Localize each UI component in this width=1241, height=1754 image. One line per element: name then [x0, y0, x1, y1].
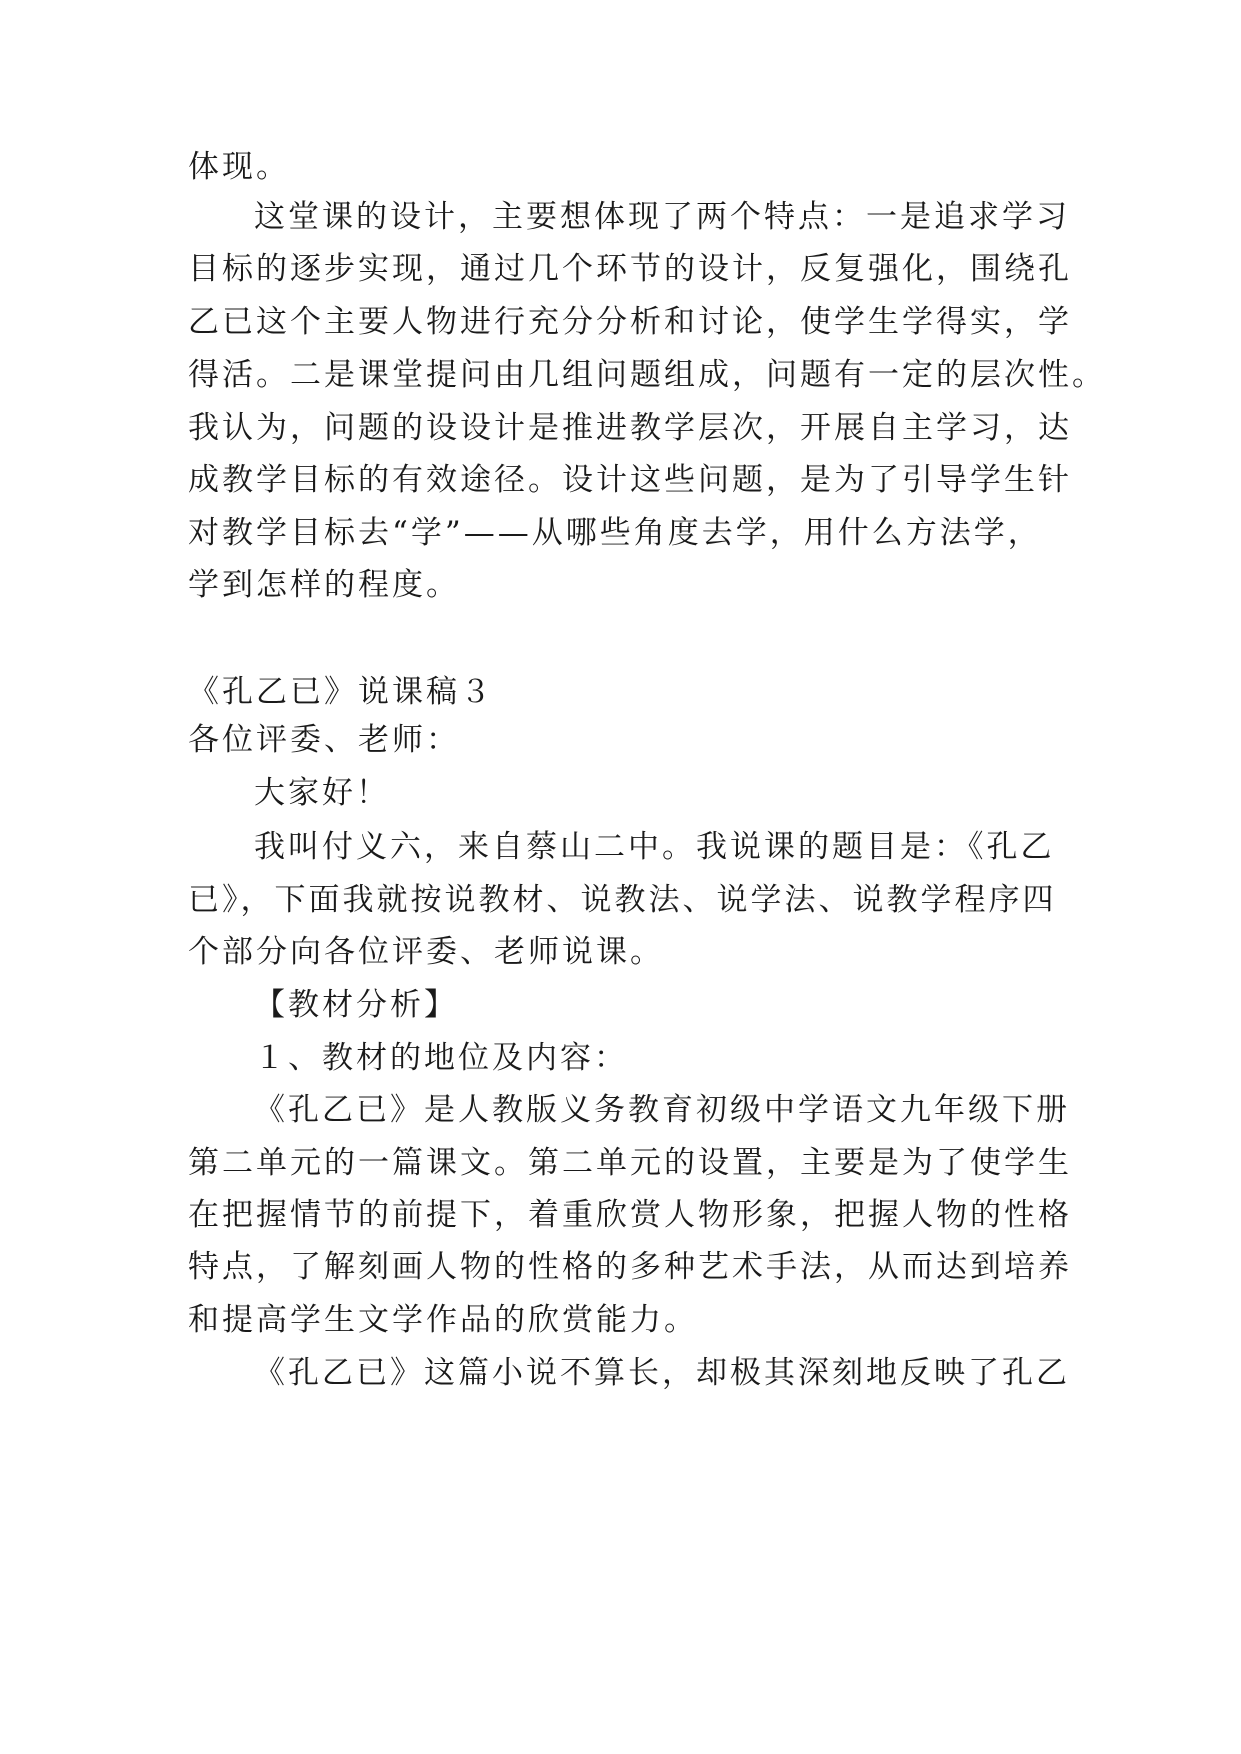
paragraph-line: 成教学目标的有效途径。设计这些问题，是为了引导学生针 [188, 462, 1072, 498]
paragraph-line: 这堂课的设计，主要想体现了两个特点：一是追求学习 [254, 199, 1070, 235]
paragraph-line: 目标的逐步实现，通过几个环节的设计，反复强化，围绕孔 [188, 251, 1072, 287]
paragraph-line: 和提高学生文学作品的欣赏能力。 [188, 1302, 698, 1338]
paragraph-line: 体现。 [188, 149, 290, 185]
paragraph-line: 在把握情节的前提下，着重欣赏人物形象，把握人物的性格 [188, 1197, 1072, 1233]
paragraph-line: 乙已这个主要人物进行充分分析和讨论，使学生学得实，学 [188, 304, 1072, 340]
paragraph-line: 《孔乙已》是人教版义务教育初级中学语文九年级下册 [254, 1092, 1070, 1128]
greeting: 大家好！ [254, 775, 390, 811]
paragraph-line: 得活。二是课堂提问由几组问题组成，问题有一定的层次性。 [188, 357, 1106, 393]
paragraph-line: 第二单元的一篇课文。第二单元的设置，主要是为了使学生 [188, 1145, 1072, 1181]
salutation: 各位评委、老师： [188, 722, 460, 758]
paragraph-line: 对教学目标去“学”——从哪些角度去学，用什么方法学， [188, 515, 1042, 551]
paragraph-line: 已》，下面我就按说教材、说教法、说学法、说教学程序四 [188, 882, 1057, 918]
paragraph-line: 我认为，问题的设设计是推进教学层次，开展自主学习，达 [188, 410, 1072, 446]
paragraph-line: 学到怎样的程度。 [188, 567, 460, 603]
paragraph-line: 特点，了解刻画人物的性格的多种艺术手法，从而达到培养 [188, 1249, 1072, 1285]
paragraph-line: 我叫付义六，来自蔡山二中。我说课的题目是：《孔乙 [254, 829, 1055, 865]
list-item-heading: １、教材的地位及内容： [254, 1040, 628, 1076]
paragraph-line: 个部分向各位评委、老师说课。 [188, 934, 664, 970]
subsection-heading: 【教材分析】 [254, 987, 458, 1023]
section-title: 《孔乙已》说课稿３ [188, 674, 494, 710]
paragraph-line: 《孔乙已》这篇小说不算长，却极其深刻地反映了孔乙 [254, 1355, 1070, 1391]
